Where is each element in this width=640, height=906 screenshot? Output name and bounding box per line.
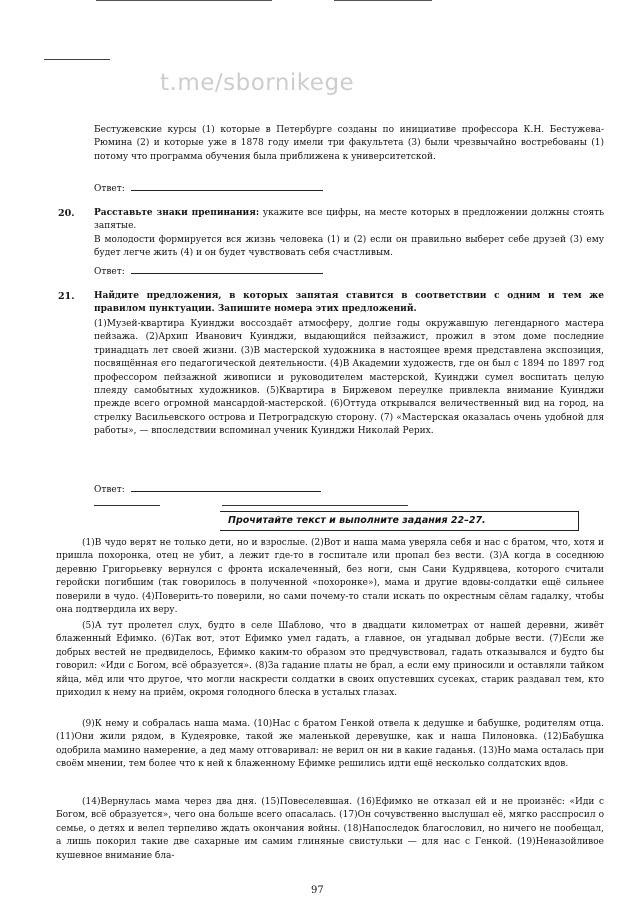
reading-paragraph: (1)В чудо верят не только дети, но и взрослые. (2)Вот и наша мама уверяла себя и нас с братом, что, хотя и пришла похоронка, отец не убит, а лежит где-то в госпитале или пропал без вести. (3)А когда в соседнюю деревню Григорьевку вернулся с фронта искалеченный, без ноги, сын Сани Кудрявцева, которого считали геройски погибшим (так говорилось в полученной «похоронке»), мама и другие вдовы-солдатки ещё сильнее поверили в чудо. (4)Поверить-то поверили, но сами почему-то стали искать по окрестным сёлам гадалку, чтобы она подтвердила их веру.	[56, 538, 604, 616]
page-number: 97	[311, 885, 324, 896]
reading-paragraph: (9)К нему и собралась наша мама. (10)Нас с братом Генкой отвела к дедушке и бабушке, родителям отца. (11)Они жили рядом, в Кудеяровке, такой же маленькой деревушке, как и наша Пилоновка. (12)Бабушка одобрила мамино намерение, а дед маму отговаривал: не верил он ни в какие гаданья. (13)Но мама осталась при своём мнении, тем более что к ней к блаженному Ефимке решились идти ещё несколько солдатских вдов.	[56, 719, 604, 770]
task19-text: Бестужевские курсы (1) которые в Петербурге созданы по инициативе профессора К.Н. Бестужева-Рюмина (2) и которые уже в 1878 году имели три факультета (3) были чрезвычайно востребованы (1) потому что программа обучения была приближена к университетской.	[94, 125, 604, 162]
task20-instruction	[94, 207, 604, 234]
rule	[44, 59, 110, 60]
answer-field[interactable]	[131, 266, 323, 274]
answer-label: Ответ:	[94, 184, 125, 194]
top-rule	[96, 0, 272, 1]
task20-answer	[94, 266, 323, 277]
instruction-bold: Расставьте знаки препинания:	[94, 208, 260, 218]
answer-label: Ответ:	[94, 267, 125, 277]
task19-answer	[94, 183, 323, 194]
answer-label: Ответ:	[94, 485, 125, 495]
task20-sentence: В молодости формируется вся жизнь человека (1) и (2) если он правильно выберет себе друзей (3) ему будет легче жить (4) и он будет чувствовать себя счастливым.	[94, 235, 604, 259]
task21-answer	[94, 484, 321, 495]
task20-number: 20.	[58, 208, 75, 219]
section-title: Прочитайте текст и выполните задания 22–27.	[228, 515, 486, 526]
rule	[94, 505, 160, 506]
task21-number: 21.	[58, 291, 75, 302]
task21-instruction: Найдите предложения, в которых запятая ставится в соответствии с одним и тем же правилом пунктуации. Запишите номера этих предложений.	[94, 291, 604, 315]
answer-field[interactable]	[131, 484, 321, 492]
reading-paragraph: (5)А тут пролетел слух, будто в селе Шаблово, что в двадцати километрах от нашей деревни, живёт блаженный Ефимко. (6)Так вот, этот Ефимко умел гадать, а главное, он угадывал добрые вести. (7)Если же добрых вестей не предвиделось, Ефимко каким-то образом это предчувствовал, гадать отказывался и будто бы говорил: «Иди с Богом, всё образуется». (8)За гадание платы не брал, а если ему приносили и оставляли тайком яйца, мёд или что другое, что могли наскрести солдатки в своих опустевших сусеках, старик раздавал тем, кто приходил к нему на приём, окромя голодного блеска в усталых глазах.	[56, 621, 604, 699]
instruction-rest: укажите все цифры, на месте которых в предложении должны стоять запятые.	[94, 208, 604, 232]
watermark: t.me/sbornikege	[160, 70, 355, 96]
reading-paragraph: (14)Вернулась мама через два дня. (15)Повеселевшая. (16)Ефимко не отказал ей и не произнёс: «Иди с Богом, всё образуется», чего она больше всего опасалась. (17)Он сочувственно выслушал её, мягко расспросил о семье, о детях и велел терпеливо ждать окончания войны. (18)Напоследок благословил, но ничего не пообещал, а лишь покорил такие две сахарные им самим глиняные свистульки — для нас с Генкой. (19)Неназойливое кушевное внимание бла-	[56, 797, 604, 861]
answer-field[interactable]	[131, 183, 323, 191]
task21-text: (1)Музей-квартира Куинджи воссоздаёт атмосферу, долгие годы окружавшую легендарного мастера пейзажа. (2)Архип Иванович Куинджи, выдающийся пейзажист, прожил в этом доме последние тринадцать лет своей жизни. (3)В мастерской художника в настоящее время представлена экспозиция, посвящённая его педагогической деятельности. (4)В Академии художеств, где он был с 1894 по 1897 год профессором пейзажной живописи и руководителем мастерской, Куинджи сумел воспитать целую плеяду самобытных художников. (5)Квартира в Биржевом переулке привлекла внимание Куинджи прежде всего огромной мансардой-мастерской. (6)Оттуда открывался величественный вид на город, на стрелку Васильевского острова и Петроградскую сторону. (7) «Мастерская оказалась очень удобной для работы», — впоследствии вспоминал ученик Куинджи Николай Рерих.	[94, 319, 604, 437]
rule	[222, 505, 408, 506]
top-rule	[334, 0, 432, 1]
